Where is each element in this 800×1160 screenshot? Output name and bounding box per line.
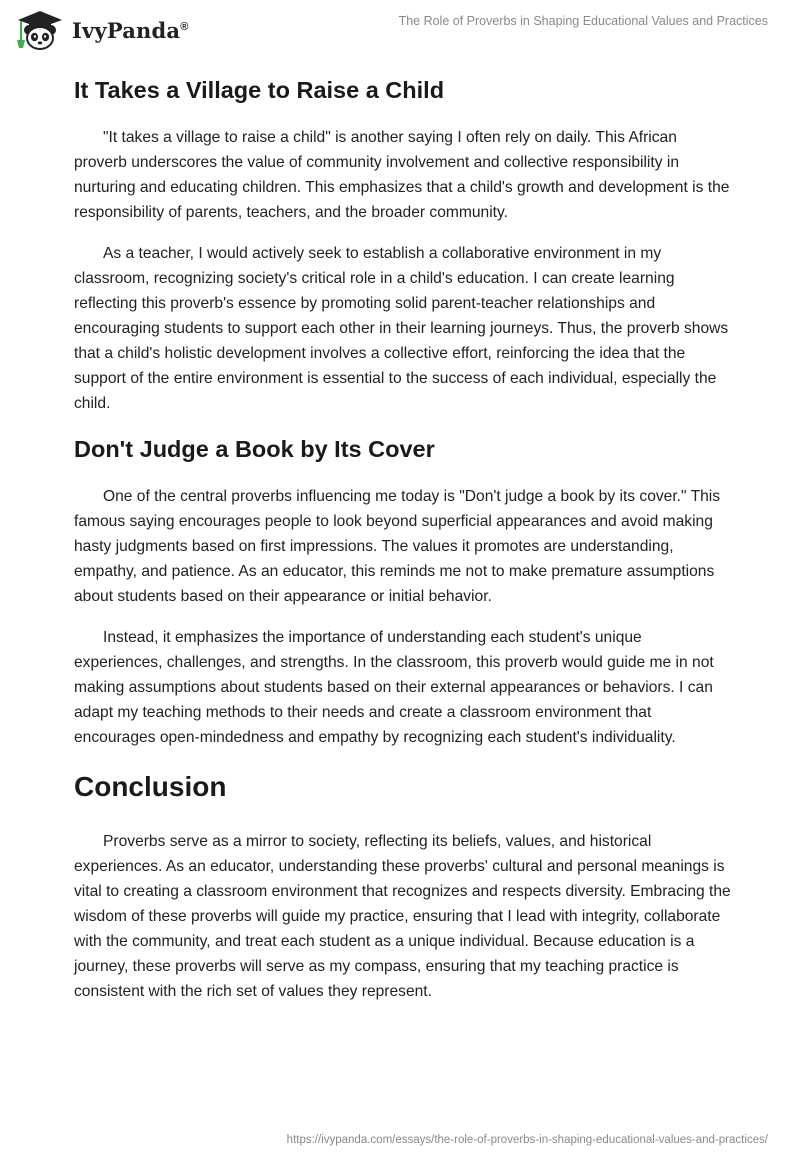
paragraph: As a teacher, I would actively seek to establish a collaborative environment in my classroom, recognizing society's critical role in a child's education. I can create learning reflecting this proverb's essence by promoting solid parent-teacher relationships and encouraging students to support each other in their learning journeys. Thus, the proverb shows that a child's holistic development involves a collective effort, reinforcing the idea that the support of the entire environment is essential to the success of each individual, especially the child.: [74, 245, 729, 412]
brand-name: IvyPanda®: [72, 17, 189, 43]
running-title: The Role of Proverbs in Shaping Educational Values and Practices: [398, 14, 768, 28]
registered-mark: ®: [180, 20, 189, 33]
paragraph: Instead, it emphasizes the importance of understanding each student's unique experiences, challenges, and strengths. In the classroom, this proverb would guide me in not making assumptions about students based on their external appearances or behaviors. I can adapt my teaching methods to their needs and create a classroom environment that encourages open-mindedness and empathy by recognizing each student's individuality.: [74, 629, 714, 746]
section-heading-village: It Takes a Village to Raise a Child: [74, 77, 445, 103]
paragraph: "It takes a village to raise a child" is another saying I often rely on daily. This African proverb underscores the value of community involvement and collective responsibility in nurturing and educating children. This emphasizes that a child's growth and development is the responsibility of parents, teachers, and the broader community.: [74, 129, 730, 221]
page-header: [0, 0, 800, 60]
section-heading-book-cover: Don't Judge a Book by Its Cover: [74, 436, 435, 462]
essay-content: [74, 70, 734, 1004]
paragraph: Proverbs serve as a mirror to society, reflecting its beliefs, values, and historical experiences. As an educator, understanding these proverbs' cultural and personal meanings is vital to creating a classroom environment that recognizes and respects diversity. Embracing the wisdom of these proverbs will guide my practice, ensuring that I lead with integrity, collaborate with the community, and treat each student as a unique individual. Because education is a journey, these proverbs will serve as my compass, ensuring that my teaching practice is consistent with the rich set of values they represent.: [74, 833, 731, 1000]
panda-graduation-cap-icon: [14, 8, 66, 52]
ivypanda-logo[interactable]: [14, 8, 189, 52]
paragraph: One of the central proverbs influencing me today is "Don't judge a book by its cover." This famous saying encourages people to look beyond superficial appearances and avoid making hasty judgments based on first impressions. The values it promotes are understanding, empathy, and patience. As an educator, this reminds me not to make premature assumptions about students based on their appearance or initial behavior.: [74, 488, 721, 605]
section-heading-conclusion: Conclusion: [74, 771, 227, 802]
source-url[interactable]: https://ivypanda.com/essays/the-role-of-proverbs-in-shaping-educational-values-and-practices/: [286, 1134, 768, 1146]
